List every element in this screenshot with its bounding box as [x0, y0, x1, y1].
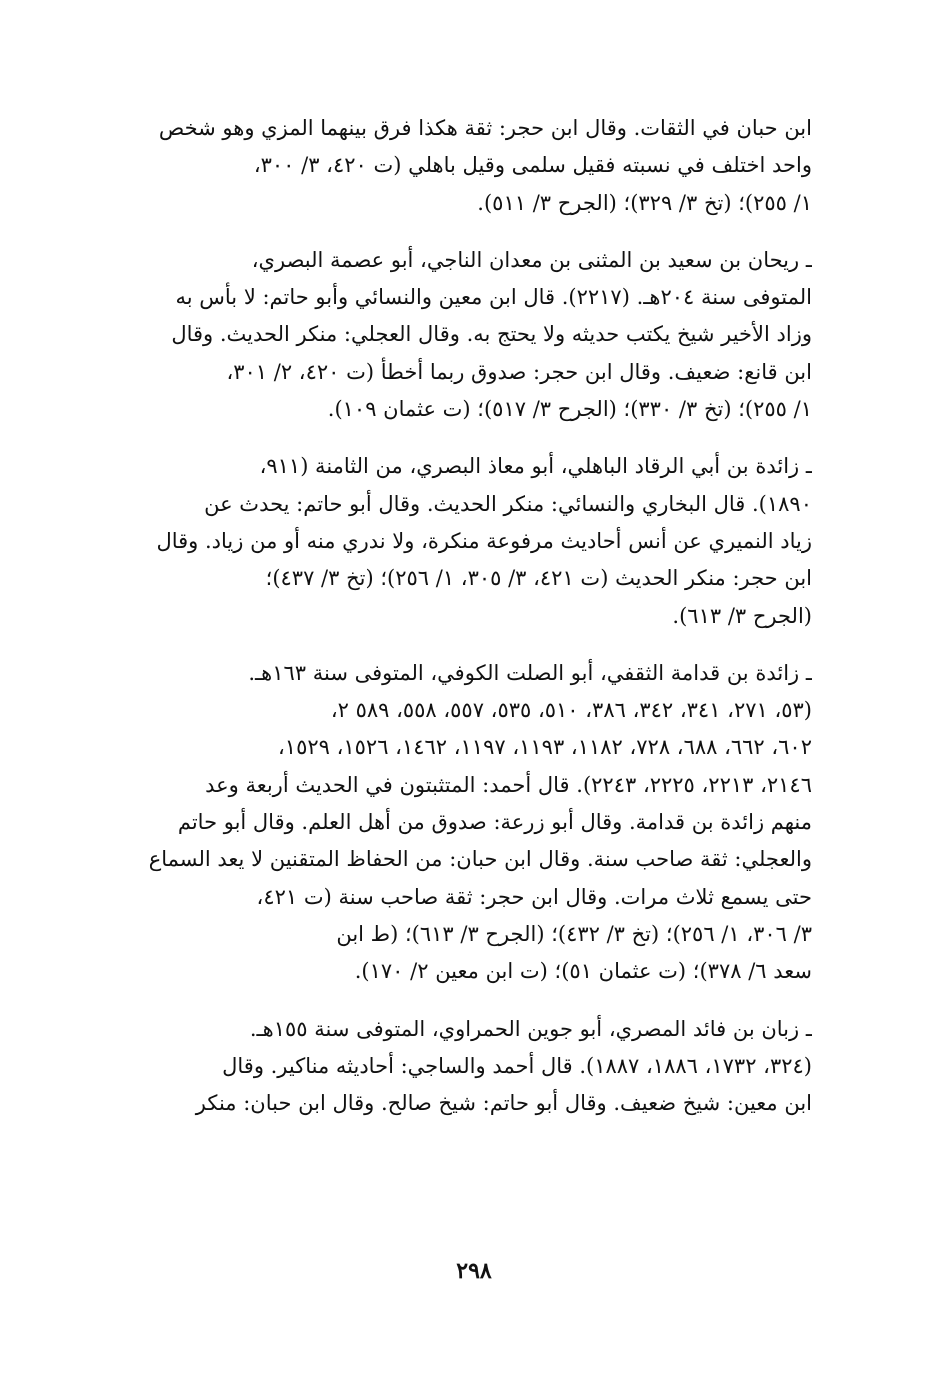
page-number: ٢٩٨ — [456, 1258, 492, 1284]
text-line: ابن حبان في الثقات. وقال ابن حجر: ثقة هكذا فرق بينهما المزي وهو شخص — [158, 116, 812, 140]
text-line: (٥٣، ٢٧١، ٣٤١، ٣٤٢، ٣٨٦، ٥١٠، ٥٣٥، ٥٥٧، ٥٥٨، ٥٨٩ ٢، — [330, 698, 812, 723]
text-line: وزاد الأخير شيخ يكتب حديثه ولا يحتج به. وقال العجلي: منكر الحديث. وقال — [171, 322, 812, 347]
entry-paragraph — [118, 242, 812, 428]
text-line: حتى يسمع ثلاث مرات. وقال ابن حجر: ثقة صاحب سنة (ت ٤٢١، — [256, 884, 812, 909]
text-line: المتوفى سنة ٢٠٤هـ. (٢٢١٧). قال ابن معين والنسائي وأبو حاتم: لا بأس به — [175, 285, 812, 310]
text-line: ـ زائدة بن أبي الرقاد الباهلي، أبو معاذ البصري، من الثامنة (٩١١، — [259, 454, 812, 479]
entry-paragraph — [118, 110, 812, 222]
text-line: ١/ ٢٥٥)؛ (تخ ٣/ ٣٣٠)؛ (الجرح ٣/ ٥١٧)؛ (ت عثمان ١٠٩). — [327, 397, 812, 422]
text-line: ـ ريحان بن سعيد بن المثنى بن معدان الناجي، أبو عصمة البصري، — [251, 247, 812, 272]
page-body — [118, 110, 812, 1122]
text-line: واحد اختلف في نسبته فقيل سلمى وقيل باهلي (ت ٤٢٠، ٣/ ٣٠٠، — [253, 153, 812, 178]
text-line: ٣/ ٣٠٦، ١/ ٢٥٦)؛ (تخ ٣/ ٤٣٢)؛ (الجرح ٣/ ٦١٣)؛ (ط ابن — [336, 921, 812, 946]
text-line: منهم زائدة بن قدامة. وقال أبو زرعة: صدوق من أهل العلم. وقال أبو حاتم — [177, 810, 812, 835]
text-line: ٢١٤٦، ٢٢١٣، ٢٢٢٥، ٢٢٤٣). قال أحمد: المتثبتون في الحديث أربعة وعد — [205, 772, 812, 797]
text-line: ٦٠٢، ٦٦٢، ٦٨٨، ٧٢٨، ١١٨٢، ١١٩٣، ١١٩٧، ١٤٦٢، ١٥٢٦، ١٥٢٩، — [278, 735, 812, 760]
entry-paragraph — [118, 655, 812, 991]
entry-paragraph — [118, 1011, 812, 1123]
text-line: ـ زائدة بن قدامة الثقفي، أبو الصلت الكوفي، المتوفى سنة ١٦٣هـ. — [248, 660, 812, 685]
text-line: ١٨٩٠). قال البخاري والنسائي: منكر الحديث. وقال أبو حاتم: يحدث عن — [204, 491, 812, 516]
text-line: ابن معين: شيخ ضعيف. وقال أبو حاتم: شيخ صالح. وقال ابن حبان: منكر — [195, 1091, 812, 1116]
text-line: سعد ٦/ ٣٧٨)؛ (ت عثمان ٥١)؛ (ت ابن معين ٢/ ١٧٠). — [354, 959, 812, 984]
text-line: والعجلي: ثقة صاحب سنة. وقال ابن حبان: من الحفاظ المتقنين لا يعد السماع — [148, 847, 812, 872]
text-line: ـ زبان بن فائد المصري، أبو جوين الحمراوي، المتوفى سنة ١٥٥هـ. — [249, 1016, 812, 1041]
text-line: (الجرح ٣/ ٦١٣). — [672, 603, 812, 628]
text-line: ابن قانع: ضعيف. وقال ابن حجر: صدوق ربما أخطأ (ت ٤٢٠، ٢/ ٣٠١، — [226, 359, 812, 384]
entry-paragraph — [118, 448, 812, 634]
text-line: (٣٢٤، ١٧٣٢، ١٨٨٦، ١٨٨٧). قال أحمد والساجي: أحاديثه مناكير. وقال — [222, 1053, 812, 1078]
text-line: زياد النميري عن أنس أحاديث مرفوعة منكرة، ولا ندري منه أو من زياد. وقال — [156, 528, 812, 553]
text-line: ١/ ٢٥٥)؛ (تخ ٣/ ٣٢٩)؛ (الجرح ٣/ ٥١١). — [477, 190, 812, 215]
text-line: ابن حجر: منكر الحديث (ت ٤٢١، ٣/ ٣٠٥، ١/ ٢٥٦)؛ (تخ ٣/ ٤٣٧)؛ — [265, 566, 812, 591]
